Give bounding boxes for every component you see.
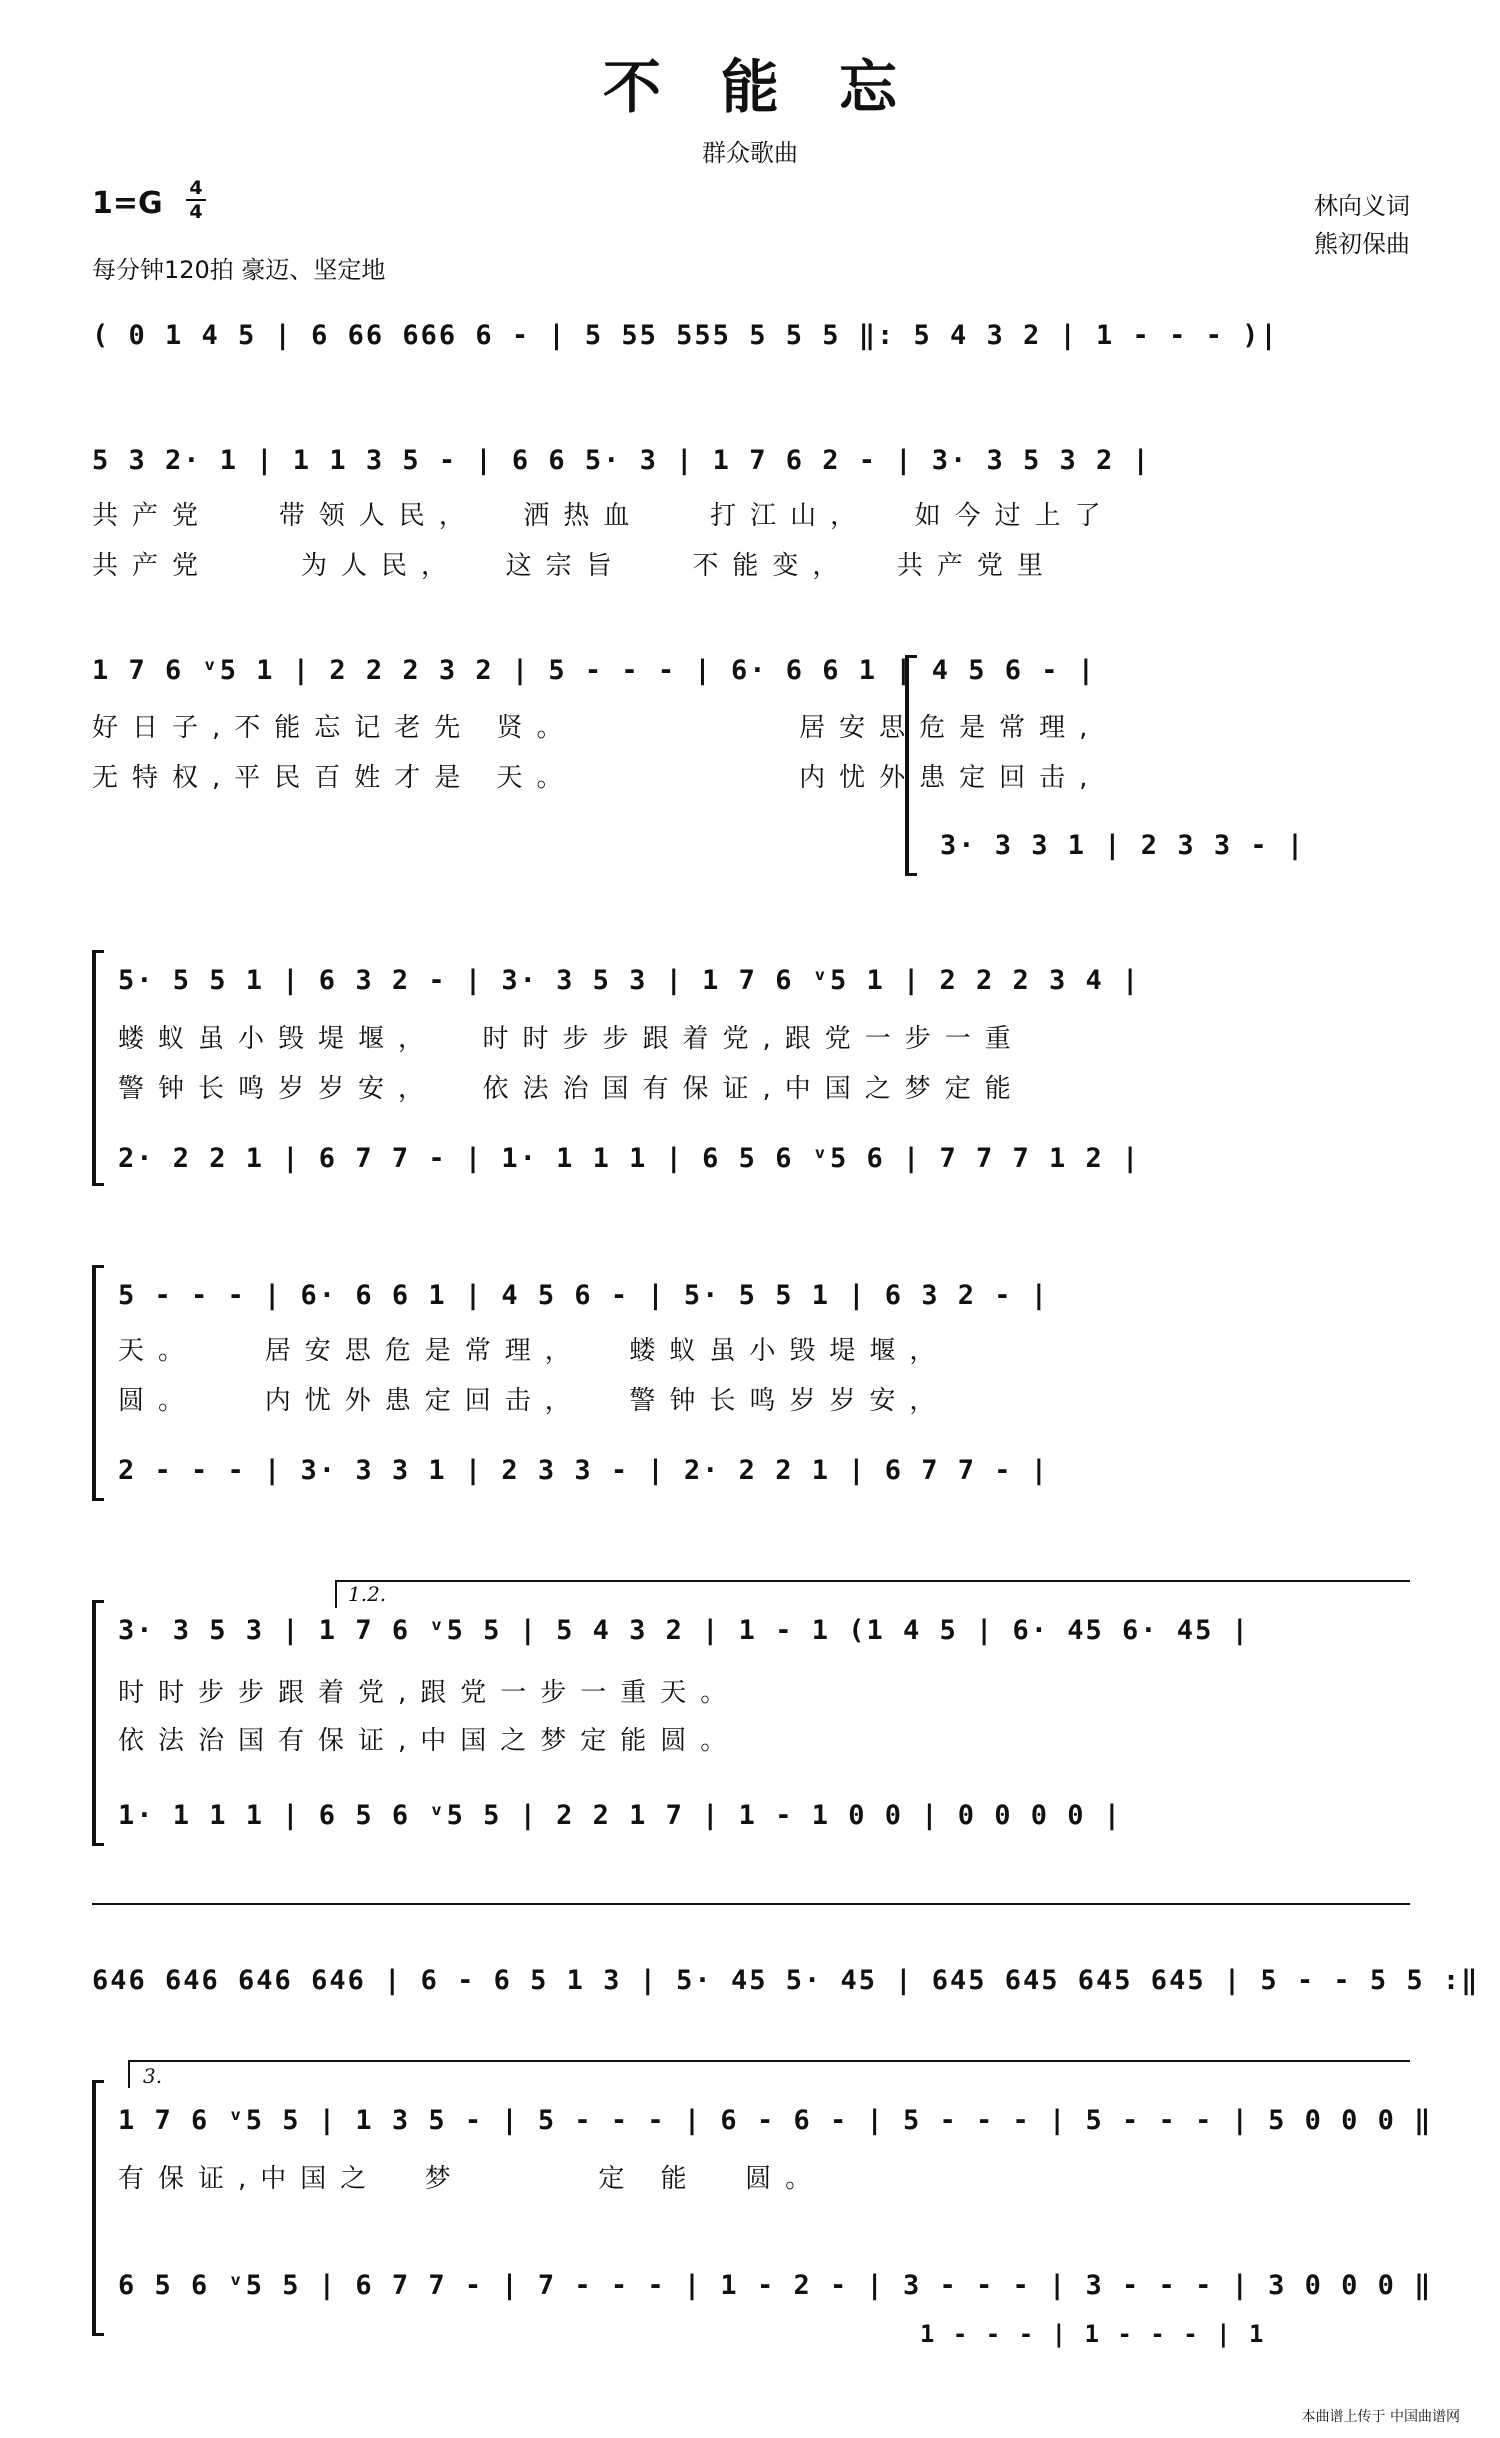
system-3-lyric-verse-2: 无特权,平民百姓才是 天。 内忧外患定回击, (92, 763, 1102, 793)
volta-first-second-ending: 1.2. (348, 1582, 387, 1606)
song-title: 不能忘 (602, 53, 957, 121)
system-8-lower-part: 6 5 6 ᵛ5 5 | 6 7 7 - | 7 - - - | 1 - 2 - | 3 - - - | 3 - - - | 3 0 0 0 ‖ (118, 2270, 1433, 2301)
system-8-lower-divisi: 1 - - - | 1 - - - | 1 (920, 2320, 1266, 2348)
system-5-lyric-verse-2: 圆。 内忧外患定回击， 警钟长鸣岁岁安， (118, 1386, 950, 1416)
lyricist: 林向义词 (1314, 192, 1410, 220)
system-3-lower-part: 3· 3 3 1 | 2 3 3 - | (940, 830, 1306, 861)
system-7-notes: 646 646 646 646 | 6 - 6 5 1 3 | 5· 45 5· 45 | 645 645 645 645 | 5 - - 5 5 :‖ (92, 1965, 1480, 1996)
system-6-lyric-verse-2: 依法治国有保证,中国之梦定能圆。 (118, 1726, 741, 1756)
composer: 熊初保曲 (1314, 230, 1410, 258)
system-2-notes: 5 3 2· 1 | 1 1 3 5 - | 6 6 5· 3 | 1 7 6 2 - | 3· 3 5 3 2 | (92, 445, 1151, 476)
footer-credit: 本曲谱上传于 中国曲谱网 (1301, 2409, 1460, 2425)
time-signature-top: 4 (189, 177, 203, 199)
system-3-lyric-verse-1: 好日子,不能忘记老先 贤。 居安思危是常理, (92, 713, 1102, 743)
system-4-lyric-verse-1: 蝼蚁虽小毁堤堰， 时时步步跟着党,跟党一步一重 (118, 1024, 1025, 1054)
system-2-lyric-verse-1: 共产党 带领人民， 洒热血 打江山， 如今过上了 (92, 501, 1115, 531)
system-8-notes: 1 7 6 ᵛ5 5 | 1 3 5 - | 5 - - - | 6 - 6 - | 5 - - - | 5 - - - | 5 0 0 0 ‖ (118, 2105, 1433, 2136)
system-5-lower-part: 2 - - - | 3· 3 3 1 | 2 3 3 - | 2· 2 2 1 | 6 7 7 - | (118, 1455, 1050, 1486)
system-3-notes: 1 7 6 ᵛ5 1 | 2 2 2 3 2 | 5 - - - | 6· 6 6 1 | 4 5 6 - | (92, 655, 1097, 686)
tempo-marking: 每分钟120拍 豪迈、坚定地 (92, 256, 386, 284)
system-5-lyric-verse-1: 天。 居安思危是常理， 蝼蚁虽小毁堤堰， (118, 1336, 950, 1366)
time-signature (186, 178, 206, 222)
volta-third-ending: 3. (143, 2064, 163, 2088)
system-4-notes: 5· 5 5 1 | 6 3 2 - | 3· 3 5 3 | 1 7 6 ᵛ5 1 | 2 2 2 3 4 | (118, 965, 1141, 996)
system-5-notes: 5 - - - | 6· 6 6 1 | 4 5 6 - | 5· 5 5 1 | 6 3 2 - | (118, 1280, 1050, 1311)
system-4-lower-part: 2· 2 2 1 | 6 7 7 - | 1· 1 1 1 | 6 5 6 ᵛ5 6 | 7 7 7 1 2 | (118, 1143, 1141, 1174)
system-4-lyric-verse-2: 警钟长鸣岁岁安， 依法治国有保证,中国之梦定能 (118, 1074, 1025, 1104)
system-8-lyric: 有保证,中国之 梦 定 能 圆。 (118, 2164, 826, 2194)
system-6-lyric-verse-1: 时时步步跟着党,跟党一步一重天。 (118, 1678, 741, 1708)
system-2-lyric-verse-2: 共产党 为人民， 这宗旨 不能变， 共产党里 (92, 551, 1057, 581)
key-signature: 1=G (92, 186, 163, 221)
system-6-lower-part: 1· 1 1 1 | 6 5 6 ᵛ5 5 | 2 2 1 7 | 1 - 1 0 0 | 0 0 0 0 | (118, 1800, 1123, 1831)
song-genre: 群众歌曲 (702, 139, 798, 167)
system-6-notes: 3· 3 5 3 | 1 7 6 ᵛ5 5 | 5 4 3 2 | 1 - 1 (1 4 5 | 6· 45 6· 45 | (118, 1615, 1250, 1646)
time-signature-bottom: 4 (189, 201, 203, 223)
system-1-notes: ( 0 1 4 5 | 6 66 666 6 - | 5 55 555 5 5 5 ‖: 5 4 3 2 | 1 - - - )| (92, 320, 1279, 351)
